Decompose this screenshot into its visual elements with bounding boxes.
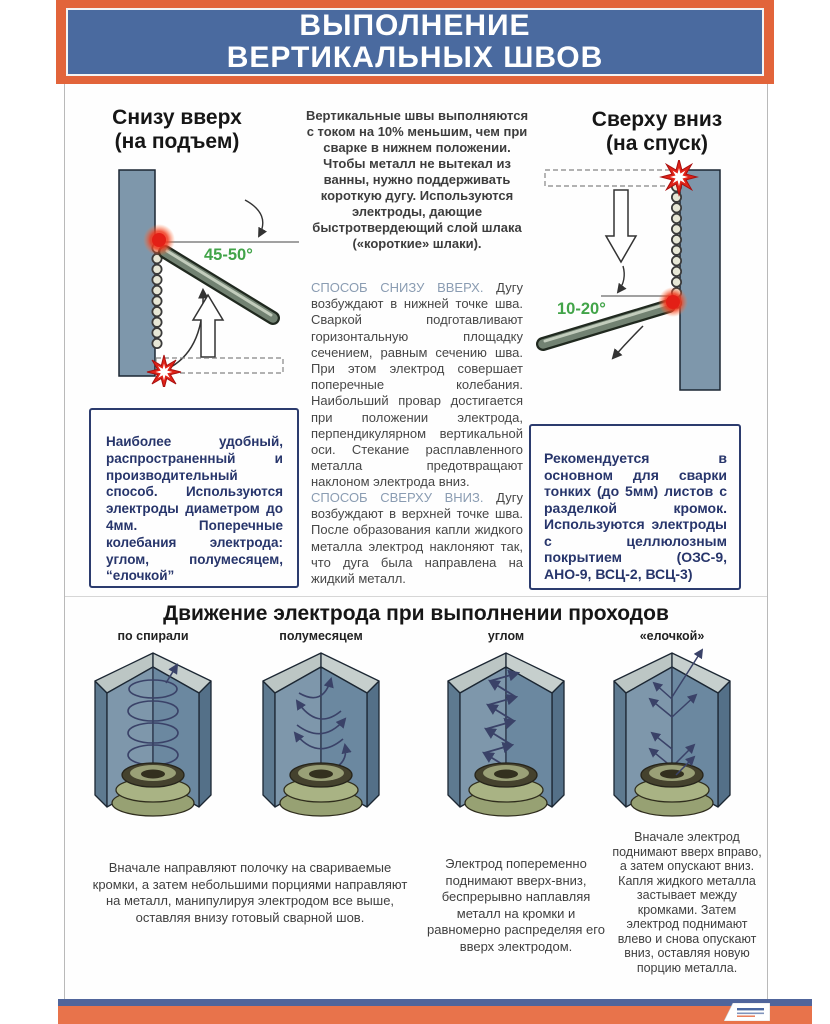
downhill-heading-line1: Сверху вниз (591, 108, 723, 131)
groove-diagram-angle (426, 645, 586, 835)
downhill-heading (547, 108, 767, 156)
spark-icon (147, 355, 181, 387)
title-line-1: ВЫПОЛНЕНИЕ (299, 9, 531, 42)
spark-icon (661, 160, 697, 195)
section-divider (65, 596, 767, 597)
downhill-note-box: Рекомендуется в основном для сварки тонких (до 5мм) листов с разделкой кромок. Используются электроды с целлюлозным покрытием (ОЗС-9, АНО-9, ВСЦ-2, ВСЦ-3) (529, 424, 741, 590)
footer-orange-stripe (58, 1006, 812, 1024)
down-arrow-icon (606, 190, 636, 262)
tech-label-crescent: полумесяцем (279, 629, 363, 643)
groove-diagram-herringbone (592, 642, 752, 835)
publisher-logo (724, 1003, 770, 1021)
weld-puddle (112, 763, 194, 816)
uphill-angle-label: 45-50° (204, 246, 253, 264)
vertical-plate (680, 170, 720, 390)
groove-diagram-spiral (73, 645, 233, 835)
intro-text: Вертикальные швы выполняются с током на 10% меньшим, чем при сварке в нижнем положении. Чтобы металл не вытекал из ванны, нужно поддерживать короткую дугу. Используются электроды, дающие быстротвердеющий слой шлака («короткие» шлаки). (305, 108, 529, 251)
method-uphill-text: Дугу возбуждают в нижней точке шва. Сваркой подготавливают горизонтальную площадку сечением, равным сечению шва. При этом электрод совершает поперечные колебания. Наибольший провар достигается при положении электрода, перпендикулярном вертикальной оси. Стекание расплавленного металла предотвращают наклоном электрода вниз. (311, 280, 523, 490)
groove-diagram-crescent (241, 645, 401, 835)
downhill-diagram (533, 160, 763, 395)
content-panel (64, 84, 768, 1000)
dashed-plate-outline (545, 170, 677, 186)
uphill-heading (73, 106, 281, 154)
tech-label-angle: углом (487, 629, 525, 643)
caption-herringbone: Вначале электрод поднимают вверх вправо, а затем опускают вниз. Капля жидкого металла застывает между кромками. Затем электрод поднимают влево и снова опускают вниз, оставляя новую порцию металла. (612, 830, 762, 975)
footer-blue-stripe (58, 999, 812, 1006)
method-downhill-text: Дугу возбуждают в верхней точке шва. После образования капли жидкого металла электрод наклоняют так, что дуга была направлена на жидкий металл. (311, 490, 523, 587)
motion-arc-arrow (613, 326, 643, 358)
weld-puddle (280, 763, 362, 816)
caption-angle: Электрод попеременно поднимают вверх-вниз, беспрерывно наплавляя металл на кромки и равномерно распределяя его вверх электродом. (427, 856, 605, 954)
downhill-angle-label: 10-20° (557, 300, 606, 318)
angle-arc-arrow (618, 266, 624, 292)
angle-arc-arrow (245, 200, 263, 236)
uphill-heading-line1: Снизу вверх (112, 106, 242, 129)
method-uphill-paragraph (311, 280, 523, 491)
caption-spiral-crescent: Вначале направляют полочку на свариваемые кромки, а затем небольшими порциями направляют на металл, манипулируя электродом все выше, оставляя внизу готовый сварной шов. (92, 860, 408, 925)
method-downhill-paragraph (311, 490, 523, 587)
uphill-diagram (93, 162, 308, 387)
title-line-2: ВЕРТИКАЛЬНЫХ ШВОВ (226, 41, 604, 74)
up-arrow-icon (193, 295, 223, 357)
uphill-heading-line2: (на подъем) (114, 130, 240, 153)
passes-heading: Движение электрода при выполнении проходов (163, 602, 669, 625)
tech-label-spiral: по спирали (117, 629, 189, 643)
weld-puddle (465, 763, 547, 816)
tech-label-herringbone: «елочкой» (639, 629, 705, 643)
uphill-note-box: Наиболее удобный, распространенный и производительный способ. Используются электроды диаметром до 4мм. Поперечные колебания электрода: углом, полумесяцем, “елочкой” (89, 408, 299, 588)
motion-arc-arrow (171, 290, 203, 367)
downhill-heading-line2: (на спуск) (606, 132, 708, 155)
method-uphill-label: СПОСОБ СНИЗУ ВВЕРХ. (311, 280, 484, 295)
vertical-plate (119, 170, 155, 376)
method-downhill-label: СПОСОБ СВЕРХУ ВНИЗ. (311, 490, 484, 505)
poster-title (66, 8, 764, 76)
